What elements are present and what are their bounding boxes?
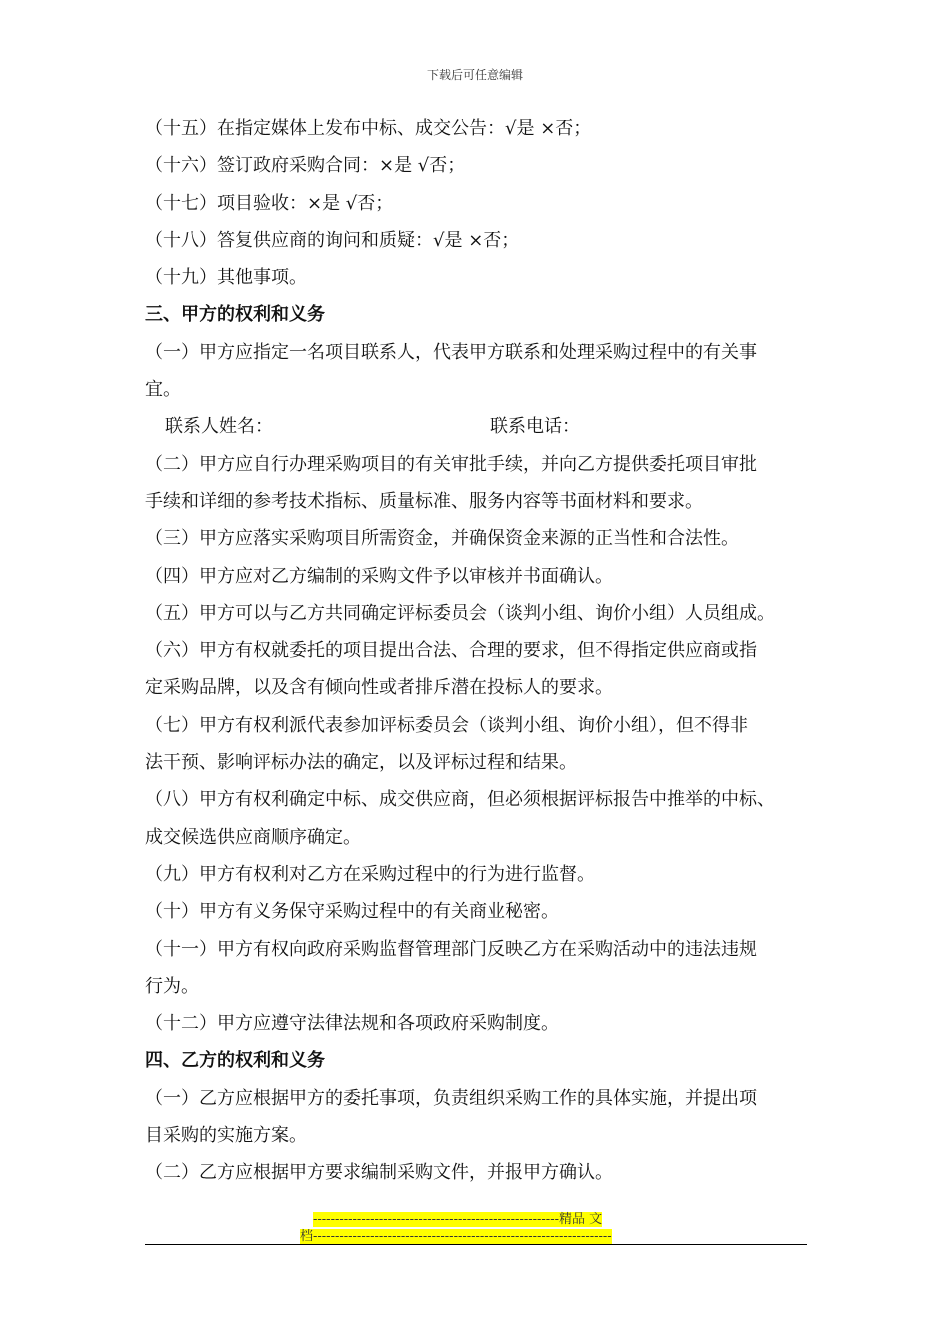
header-note: 下载后可任意编辑 <box>426 68 523 82</box>
contact-name-label: 联系人姓名： <box>165 416 273 438</box>
section-3-item-6-cont: 定采购品牌，以及含有倾向性或者排斥潜在投标人的要求。 <box>145 677 613 699</box>
section-3-item-10: （十）甲方有义务保守采购过程中的有关商业秘密。 <box>145 901 559 923</box>
section-3-item-5: （五）甲方可以与乙方共同确定评标委员会（谈判小组、询价小组）人员组成。 <box>145 602 775 624</box>
section-3-item-8-cont: 成交候选供应商顺序确定。 <box>145 826 361 848</box>
document-body <box>145 110 810 1192</box>
clause-15: （十五）在指定媒体上发布中标、成交公告：√是 ×否； <box>145 118 592 139</box>
section-3-item-7: （七）甲方有权利派代表参加评标委员会（谈判小组、询价小组），但不得非 <box>145 714 748 736</box>
section-3-item-11-cont: 行为。 <box>145 975 199 997</box>
section-3-heading: 三、甲方的权利和义务 <box>145 304 325 326</box>
footer-watermark <box>300 1211 650 1245</box>
section-4-heading: 四、乙方的权利和义务 <box>145 1050 325 1072</box>
contact-row <box>145 408 810 445</box>
clause-19: （十九）其他事项。 <box>145 267 307 289</box>
section-4-item-2: （二）乙方应根据甲方要求编制采购文件，并报甲方确认。 <box>145 1162 613 1184</box>
section-3-item-3: （三）甲方应落实采购项目所需资金，并确保资金来源的正当性和合法性。 <box>145 528 739 550</box>
clause-16: （十六）签订政府采购合同：×是 √否； <box>145 155 466 177</box>
section-3-item-9: （九）甲方有权利对乙方在采购过程中的行为进行监督。 <box>145 863 595 885</box>
section-3-item-7-cont: 法干预、影响评标办法的确定，以及评标过程和结果。 <box>145 752 577 774</box>
section-3-item-4: （四）甲方应对乙方编制的采购文件予以审核并书面确认。 <box>145 565 613 587</box>
footer-line-1: --------------------------------------------------------精品 文 <box>313 1212 603 1227</box>
footer-line-2: 档-------------------------------------------------------------------- <box>300 1229 612 1244</box>
clause-17: （十七）项目验收：×是 √否； <box>145 192 394 214</box>
clause-18: （十八）答复供应商的询问和质疑：√是 ×否； <box>145 229 520 251</box>
section-4-item-1: （一）乙方应根据甲方的委托事项，负责组织采购工作的具体实施，并提出项 <box>145 1087 757 1109</box>
section-3-item-6: （六）甲方有权就委托的项目提出合法、合理的要求，但不得指定供应商或指 <box>145 640 757 662</box>
section-3-item-2: （二）甲方应自行办理采购项目的有关审批手续，并向乙方提供委托项目审批 <box>145 453 757 475</box>
section-3-item-1: （一）甲方应指定一名项目联系人，代表甲方联系和处理采购过程中的有关事 <box>145 341 757 363</box>
section-4-item-1-cont: 目采购的实施方案。 <box>145 1125 307 1147</box>
section-3-item-2-cont: 手续和详细的参考技术指标、质量标准、服务内容等书面材料和要求。 <box>145 490 703 512</box>
contact-phone-label: 联系电话： <box>490 416 580 438</box>
footer-divider <box>145 1244 807 1245</box>
section-3-item-1-cont: 宜。 <box>145 379 181 401</box>
section-3-item-8: （八）甲方有权利确定中标、成交供应商，但必须根据评标报告中推举的中标、 <box>145 789 775 811</box>
section-3-item-12: （十二）甲方应遵守法律法规和各项政府采购制度。 <box>145 1013 559 1035</box>
section-3-item-11: （十一）甲方有权向政府采购监督管理部门反映乙方在采购活动中的违法违规 <box>145 938 757 960</box>
